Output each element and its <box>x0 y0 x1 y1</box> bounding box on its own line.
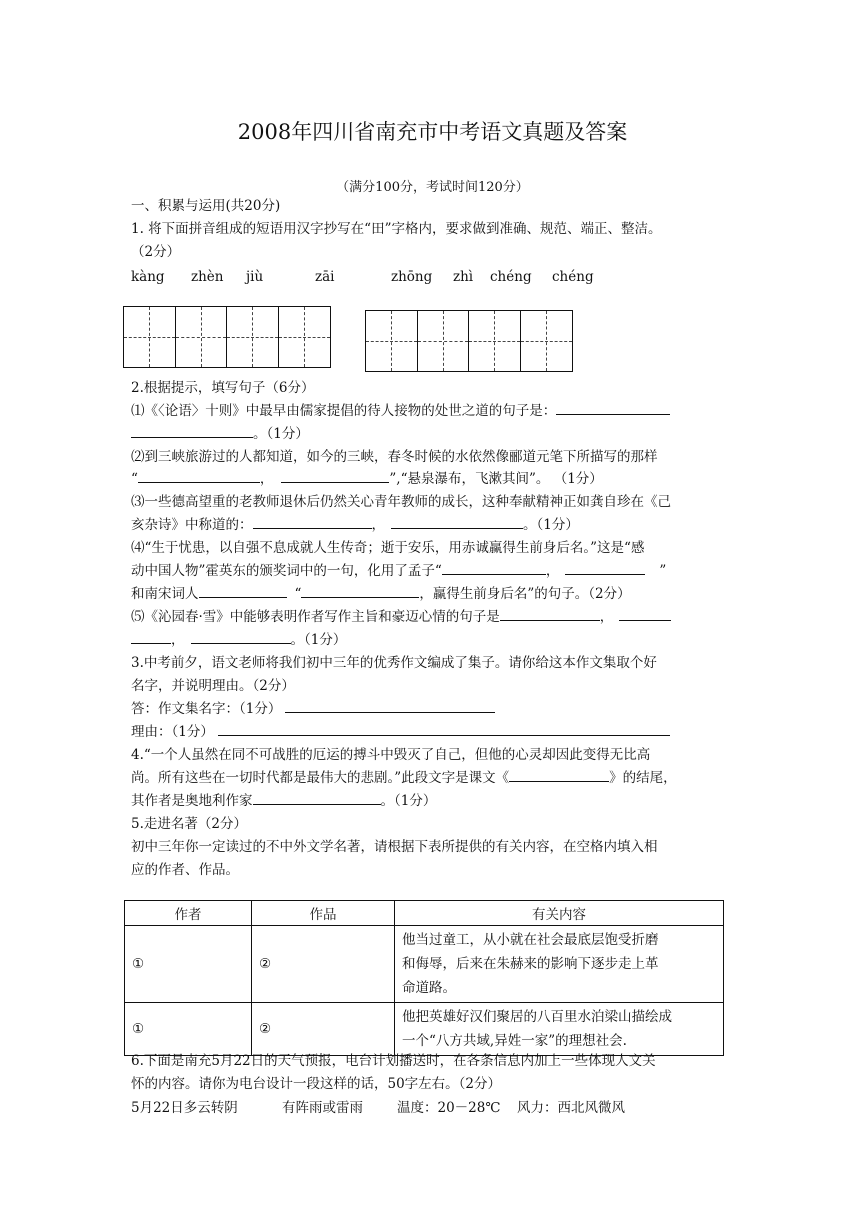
q2-item5-prefix: ⑸《沁园春·雪》中能够表明作者写作主旨和豪迈心情的句子是 <box>131 609 500 625</box>
pinyin-7: chéng <box>490 269 532 285</box>
content-line: 一个“八方共域,异姓一家”的理想社会. <box>402 1033 627 1049</box>
q3-reason-label: 理由：（1分） <box>131 724 214 740</box>
q2-item5-tail: 。（1分） <box>290 632 347 648</box>
q5-heading: 5.走进名著（2分） <box>131 816 247 832</box>
answer-blank[interactable] <box>391 514 523 529</box>
q2-item5-line1 <box>131 606 671 628</box>
content-cell <box>395 1003 724 1056</box>
q3-answer-name <box>131 698 495 720</box>
q2-item3-line2 <box>131 514 579 536</box>
answer-blank[interactable] <box>565 560 645 575</box>
pinyin-6: zhì <box>453 269 474 285</box>
author-cell[interactable]: ① <box>125 926 252 1003</box>
q2-item1-line2 <box>131 423 309 445</box>
q4-score: 。（1分） <box>380 793 437 809</box>
answer-blank[interactable] <box>556 400 670 415</box>
answer-blank[interactable] <box>509 767 609 782</box>
comma: ， <box>545 563 560 579</box>
answer-blank[interactable] <box>301 583 419 598</box>
q4-author-prefix: 其作者是奥地利作家 <box>131 793 253 809</box>
q5-line2: 应的作者、作品。 <box>131 862 239 878</box>
q2-item4-line1: ⑷“生于忧患，以自强不息成就人生传奇；逝于安乐，用赤诚赢得生前身后名。”这是“感 <box>131 540 645 556</box>
section-heading: 一、积累与运用(共20分) <box>131 198 281 214</box>
q5-line1: 初中三年你一定读过的不中外文学名著，请根据下表所提供的有关内容，在空格内填入相 <box>131 839 658 855</box>
q2-item1-line1 <box>131 400 670 422</box>
forecast-wind: 风力：西北风微风 <box>517 1100 625 1116</box>
answer-blank[interactable] <box>442 560 546 575</box>
author-cell[interactable]: ① <box>125 1003 252 1056</box>
answer-blank[interactable] <box>131 629 171 644</box>
pinyin-3: jiù <box>246 269 264 285</box>
q2-item3-prefix: 亥杂诗》中称道的： <box>131 517 253 533</box>
comma: ， <box>371 517 385 533</box>
answer-blank[interactable] <box>281 468 389 483</box>
q1-prompt: 1. 将下面拼音组成的短语用汉字抄写在“田”字格内，要求做到准确、规范、端正、整洁。 <box>131 221 662 237</box>
q2-item3-tail: 。（1分） <box>523 517 579 533</box>
comma: ， <box>171 632 185 648</box>
tianzige-cell[interactable] <box>521 311 573 371</box>
work-cell[interactable]: ② <box>252 926 395 1003</box>
q4-line2 <box>131 767 677 789</box>
pinyin-5: zhōng <box>391 269 433 285</box>
pinyin-4: zāi <box>315 269 335 285</box>
exam-info: （满分100分，考试时间120分） <box>336 180 529 195</box>
quote-mark: ” <box>659 563 667 579</box>
q4-prefix: 尚。所有这些在一切时代都是最伟大的悲剧。”此段文字是课文《 <box>131 770 510 786</box>
answer-blank[interactable] <box>253 790 381 805</box>
comma: ， <box>259 471 274 487</box>
q2-item4-poet-prefix: 和南宋词人 <box>131 586 199 602</box>
q3-name-label: 答：作文集名字：（1分） <box>131 701 282 717</box>
q1-score: （2分） <box>131 244 181 260</box>
q2-item4-line2 <box>131 560 666 582</box>
content-line: 他当过童工，从小就在社会最底层饱受折磨 <box>402 932 659 948</box>
tianzige-cell[interactable] <box>227 307 279 367</box>
answer-blank[interactable] <box>218 721 670 736</box>
q4-line3 <box>131 790 436 812</box>
header-work: 作品 <box>252 901 395 926</box>
q2-item4-prefix: 动中国人物”霍英东的颁奖词中的一句，化用了孟子“ <box>131 563 442 579</box>
answer-blank[interactable] <box>131 423 253 438</box>
tianzige-cell[interactable] <box>176 307 228 367</box>
q2-item2-line2 <box>131 468 603 490</box>
content-cell <box>395 926 724 1003</box>
header-author: 作者 <box>125 901 252 926</box>
q3-line1: 3.中考前夕，语文老师将我们初中三年的优秀作文编成了集子。请你给这本作文集取个好 <box>131 655 657 671</box>
tianzige-cell[interactable] <box>124 307 176 367</box>
pinyin-8: chéng <box>552 269 594 285</box>
answer-blank[interactable] <box>138 468 260 483</box>
content-line: 他把英雄好汉们聚居的八百里水泊梁山描绘成 <box>402 1009 672 1025</box>
quote-mark: “ <box>131 471 138 487</box>
pinyin-1: kàng <box>131 269 165 285</box>
table-row <box>125 926 724 1003</box>
content-line: 和侮辱，后来在朱赫来的影响下逐步走上革 <box>402 956 659 972</box>
tianzige-cell[interactable] <box>366 311 418 371</box>
quote-mark: “ <box>294 586 302 602</box>
literature-table <box>124 900 724 1056</box>
forecast-date: 5月22日多云转阴 <box>131 1100 238 1116</box>
forecast-weather: 有阵雨或雷雨 <box>282 1100 363 1116</box>
tianzige-grid-left[interactable] <box>123 306 331 368</box>
q2-item2-tail: ”,“悬泉瀑布，飞漱其间”。 （1分） <box>389 471 603 487</box>
q2-item1-text: ⑴《〈论语〉十则》中最早由儒家提倡的待人接物的处世之道的句子是： <box>131 403 557 419</box>
q2-item4-line3 <box>131 583 631 605</box>
q2-heading: 2.根据提示，填写句子（6分） <box>131 380 315 396</box>
q2-item1-score: 。（1分） <box>253 426 309 442</box>
q2-item3-line1: ⑶一些德高望重的老教师退休后仍然关心青年教师的成长，这种奉献精神正如龚自珍在《己 <box>131 494 671 510</box>
answer-blank[interactable] <box>199 583 287 598</box>
answer-blank[interactable] <box>500 606 600 621</box>
tianzige-grid-right[interactable] <box>365 310 573 372</box>
answer-blank[interactable] <box>191 629 291 644</box>
table-row <box>125 1003 724 1056</box>
tianzige-cell[interactable] <box>469 311 521 371</box>
q4-suffix: 》的结尾， <box>609 770 677 786</box>
pinyin-2: zhèn <box>191 269 224 285</box>
answer-blank[interactable] <box>619 606 671 621</box>
q2-item5-line2 <box>131 629 346 651</box>
work-cell[interactable]: ② <box>252 1003 395 1056</box>
q6-line2: 怀的内容。请你为电台设计一段这样的话，50字左右。（2分） <box>131 1076 502 1092</box>
q6-line1: 6.下面是南充5月22日的天气预报，电台计划播送时，在各条信息内加上一些体现人文关 <box>131 1053 656 1069</box>
header-content: 有关内容 <box>395 901 724 926</box>
q3-answer-reason <box>131 721 670 743</box>
q3-line2: 名字，并说明理由。（2分） <box>131 678 295 694</box>
comma: ， <box>599 609 614 625</box>
q4-line1: 4.“一个人虽然在同不可战胜的厄运的搏斗中毁灭了自己，但他的心灵却因此变得无比高 <box>131 747 651 763</box>
page-title: 2008年四川省南充市中考语文真题及答案 <box>237 120 628 144</box>
tianzige-cell[interactable] <box>418 311 470 371</box>
tianzige-cell[interactable] <box>279 307 331 367</box>
forecast-temperature: 温度：20－28℃ <box>397 1100 501 1116</box>
answer-blank[interactable] <box>285 698 495 713</box>
content-line: 命道路。 <box>402 980 456 996</box>
table-header-row <box>125 901 724 926</box>
q2-item2-line1: ⑵到三峡旅游过的人都知道，如今的三峡，春冬时候的水依然像郦道元笔下所描写的那样 <box>131 449 658 465</box>
answer-blank[interactable] <box>253 514 372 529</box>
q2-item4-tail: ，赢得生前身后名”的句子。（2分） <box>419 586 631 602</box>
